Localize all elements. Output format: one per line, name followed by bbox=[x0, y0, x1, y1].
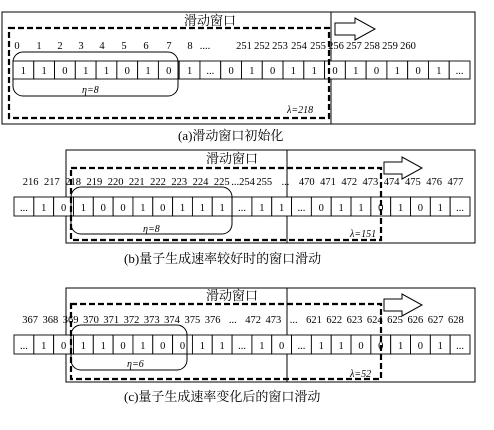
index-label: 5 bbox=[121, 41, 127, 52]
bit-value: 1 bbox=[103, 66, 110, 77]
index-label: 219 bbox=[86, 177, 103, 188]
index-label: 474 bbox=[383, 177, 400, 188]
index-label: 252 bbox=[254, 41, 270, 52]
bit-value: 1 bbox=[279, 203, 285, 214]
panel-c-eta-label: η=6 bbox=[127, 359, 144, 370]
index-label: 255 bbox=[310, 41, 326, 52]
bit-value: 0 bbox=[62, 66, 68, 77]
bit-value: ... bbox=[238, 341, 246, 352]
index-label: 472 bbox=[245, 315, 262, 326]
bit-value: ... bbox=[455, 66, 464, 77]
bit-value: 1 bbox=[219, 203, 225, 214]
index-label: ... bbox=[281, 177, 290, 188]
index-label: 257 bbox=[346, 41, 362, 52]
bit-value: 1 bbox=[100, 341, 106, 352]
bit-value: 1 bbox=[437, 341, 443, 352]
bit-value: ... bbox=[456, 341, 465, 352]
bit-value: 1 bbox=[179, 203, 186, 214]
index-label: 218 bbox=[65, 177, 81, 188]
bit-value: 1 bbox=[80, 341, 87, 352]
index-label: .... bbox=[199, 41, 211, 52]
index-label: 7 bbox=[166, 41, 172, 52]
bit-value: 0 bbox=[378, 341, 384, 352]
panel-c bbox=[14, 288, 475, 382]
index-label: 253 bbox=[272, 41, 288, 52]
index-label: 222 bbox=[150, 177, 166, 188]
bit-value: 1 bbox=[338, 341, 344, 352]
index-label: 625 bbox=[387, 315, 403, 326]
bit-value: ... bbox=[297, 341, 306, 352]
panel-a-bit-row bbox=[13, 61, 470, 79]
index-label: 225 bbox=[213, 177, 230, 188]
bit-value: ... bbox=[297, 203, 306, 214]
bit-value: 0 bbox=[417, 203, 424, 214]
bit-value: 1 bbox=[41, 66, 47, 77]
index-label: 259 bbox=[382, 41, 398, 52]
bit-value: 0 bbox=[60, 341, 67, 352]
index-label: 475 bbox=[405, 177, 421, 188]
index-label: 376 bbox=[204, 315, 221, 326]
panel-b-bit-row bbox=[14, 197, 470, 216]
panel-c-lambda-label: λ=52 bbox=[350, 369, 372, 380]
bit-value: 1 bbox=[394, 66, 400, 77]
index-label: 224 bbox=[192, 177, 209, 188]
bit-value: 0 bbox=[124, 66, 130, 77]
bit-value: 1 bbox=[353, 66, 359, 77]
index-label: 0 bbox=[14, 41, 20, 52]
index-label: 627 bbox=[427, 315, 444, 326]
bit-value: 1 bbox=[140, 341, 146, 352]
bit-value: 1 bbox=[436, 66, 442, 77]
index-label: 621 bbox=[306, 315, 322, 326]
index-label: 372 bbox=[123, 315, 140, 326]
panel-b-lambda-label: λ=151 bbox=[350, 229, 377, 240]
bit-value: 0 bbox=[415, 66, 421, 77]
panel-c-bit-row bbox=[14, 335, 470, 354]
panel-a-direction-arrow-icon bbox=[335, 18, 375, 40]
index-label: 373 bbox=[143, 315, 160, 326]
bit-value: 0 bbox=[279, 341, 285, 352]
index-label: 258 bbox=[364, 41, 380, 52]
bit-value: 0 bbox=[100, 203, 106, 214]
panel-c-index-row bbox=[22, 315, 463, 326]
bit-value: 1 bbox=[311, 66, 317, 77]
bit-value: 1 bbox=[145, 66, 151, 77]
index-label: ...254 bbox=[231, 177, 255, 188]
bit-value: 0 bbox=[228, 66, 234, 77]
bit-value: 1 bbox=[249, 66, 255, 77]
index-label: 8 bbox=[187, 41, 193, 52]
index-label: 470 bbox=[298, 177, 315, 188]
index-label: 477 bbox=[447, 177, 464, 188]
bit-value: ... bbox=[19, 341, 28, 352]
bit-value: ... bbox=[206, 66, 215, 77]
panel-b-direction-arrow-icon bbox=[384, 157, 422, 179]
bit-value: 0 bbox=[270, 66, 276, 77]
index-label: 375 bbox=[184, 315, 201, 326]
bit-value: 0 bbox=[179, 341, 186, 352]
index-label: 3 bbox=[78, 41, 84, 52]
panel-b-eta-label: η=8 bbox=[143, 224, 160, 235]
index-label: ... bbox=[228, 315, 237, 326]
bit-value: 1 bbox=[259, 341, 265, 352]
bit-value: 1 bbox=[358, 203, 364, 214]
index-label: 476 bbox=[426, 177, 443, 188]
index-label: 626 bbox=[407, 315, 424, 326]
bit-value: 1 bbox=[259, 203, 265, 214]
panel-a-window-title: 滑动窗口 bbox=[184, 13, 237, 28]
index-label: 217 bbox=[43, 177, 60, 188]
bit-value: 0 bbox=[166, 66, 172, 77]
bit-value: 0 bbox=[318, 203, 324, 214]
panel-a-lambda-label: λ=218 bbox=[287, 105, 314, 116]
index-label: 260 bbox=[400, 41, 416, 52]
index-label: 471 bbox=[320, 177, 336, 188]
index-label: 370 bbox=[83, 315, 99, 326]
index-label: 2 bbox=[57, 41, 63, 52]
bit-value: 1 bbox=[290, 66, 297, 77]
bit-value: 0 bbox=[378, 203, 384, 214]
panel-a-eta-label: η=8 bbox=[82, 85, 99, 96]
bit-value: 1 bbox=[219, 341, 225, 352]
index-label: 221 bbox=[128, 177, 145, 188]
index-label: 256 bbox=[328, 41, 344, 52]
index-label: 255 bbox=[256, 177, 273, 188]
bit-value: 1 bbox=[20, 66, 27, 77]
bit-value: 0 bbox=[160, 203, 166, 214]
bit-value: 1 bbox=[140, 203, 146, 214]
panel-a bbox=[2, 12, 475, 124]
panel-b-index-row bbox=[23, 177, 464, 188]
bit-value: 1 bbox=[41, 203, 47, 214]
bit-value: 1 bbox=[199, 341, 205, 352]
bit-value: 1 bbox=[83, 66, 89, 77]
index-label: 1 bbox=[36, 41, 42, 52]
bit-value: 0 bbox=[373, 66, 380, 77]
bit-value: ... bbox=[19, 203, 28, 214]
index-label: 473 bbox=[265, 315, 282, 326]
index-label: 367 bbox=[22, 315, 39, 326]
bit-value: 0 bbox=[332, 66, 338, 77]
index-label: ... bbox=[289, 315, 298, 326]
bit-value: 0 bbox=[160, 341, 166, 352]
index-label: 368 bbox=[42, 315, 59, 326]
index-label: 6 bbox=[143, 41, 149, 52]
bit-value: 1 bbox=[41, 341, 47, 352]
index-label: 628 bbox=[447, 315, 464, 326]
bit-value: 1 bbox=[186, 66, 193, 77]
panel-c-window-title: 滑动窗口 bbox=[206, 288, 259, 303]
panel-b-caption: (b)量子生成速率较好时的窗口滑动 bbox=[124, 251, 322, 266]
bit-value: 0 bbox=[120, 203, 126, 214]
panel-b bbox=[14, 150, 475, 243]
bit-value: 1 bbox=[80, 203, 87, 214]
index-label: 371 bbox=[103, 315, 120, 326]
bit-value: 1 bbox=[338, 203, 344, 214]
panel-c-caption: (c)量子生成速率变化后的窗口滑动 bbox=[124, 389, 321, 404]
index-label: 223 bbox=[171, 177, 188, 188]
index-label: 369 bbox=[62, 315, 79, 326]
bit-value: 0 bbox=[358, 341, 364, 352]
index-label: 622 bbox=[326, 315, 343, 326]
index-label: 473 bbox=[362, 177, 379, 188]
index-label: 624 bbox=[366, 315, 383, 326]
bit-value: 0 bbox=[60, 203, 67, 214]
bit-value: ... bbox=[456, 203, 465, 214]
index-label: 220 bbox=[107, 177, 124, 188]
bit-value: 0 bbox=[120, 341, 126, 352]
index-label: 472 bbox=[341, 177, 358, 188]
bit-value: 1 bbox=[397, 341, 404, 352]
index-label: 254 bbox=[291, 41, 307, 52]
index-label: 623 bbox=[346, 315, 363, 326]
panel-c-direction-arrow-icon bbox=[384, 294, 422, 316]
panel-a-index-row bbox=[14, 41, 416, 52]
bit-value: ... bbox=[238, 203, 246, 214]
panel-b-window-title: 滑动窗口 bbox=[206, 151, 259, 166]
index-label: 216 bbox=[22, 177, 39, 188]
bit-value: 1 bbox=[199, 203, 205, 214]
bit-value: 1 bbox=[437, 203, 443, 214]
index-label: 374 bbox=[164, 315, 180, 326]
index-label: 251 bbox=[236, 41, 252, 52]
bit-value: 0 bbox=[417, 341, 424, 352]
index-label: 4 bbox=[99, 41, 105, 52]
panel-a-caption: (a)滑动窗口初始化 bbox=[178, 128, 284, 143]
bit-value: 1 bbox=[397, 203, 404, 214]
bit-value: 1 bbox=[318, 341, 324, 352]
